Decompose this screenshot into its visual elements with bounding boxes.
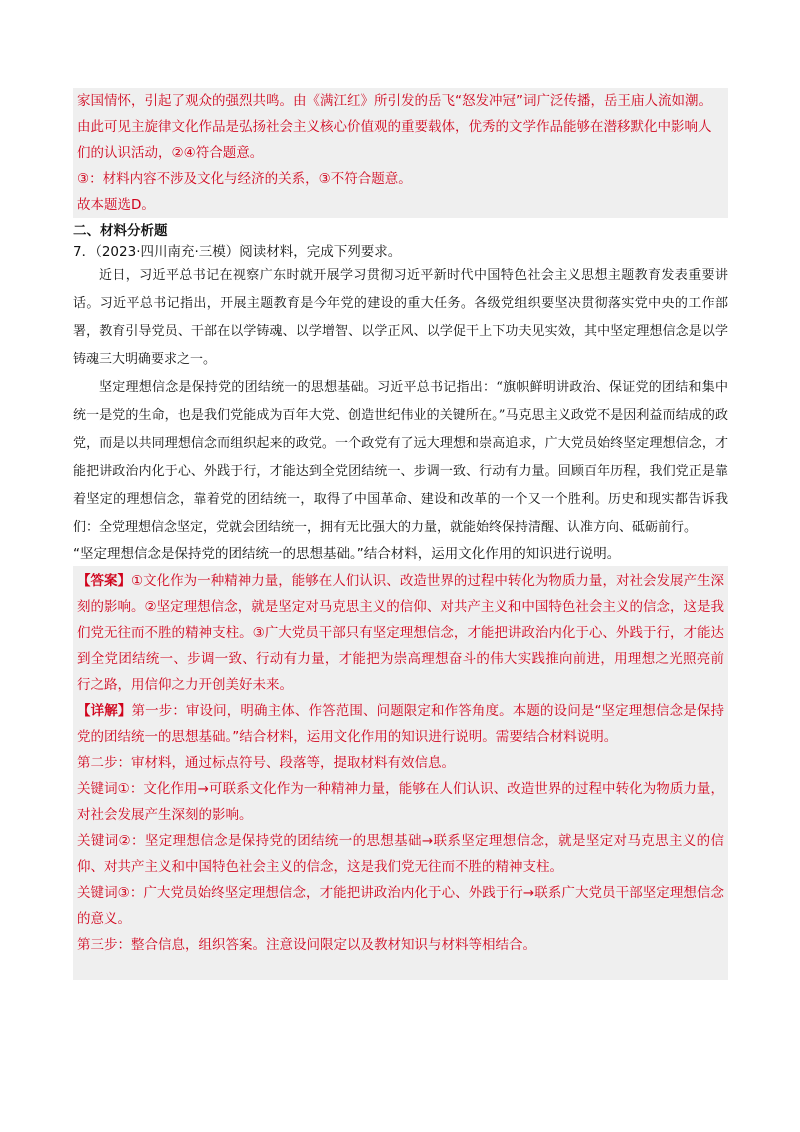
answer-paragraph [77,568,724,698]
previous-answer-line: 家国情怀，引起了观众的强烈共鸣。由《满江红》所引发的岳飞“怒发冲冠”词广泛传播，岳王庙人流如潮。由此可见主旋律文化作品是弘扬社会主义核心价值观的重要载体，优秀的文学作品能够在潜移默化中影响人们的认识活动，②④符合题意。 [77,93,712,161]
answer-text: ①文化作为一种精神力量，能够在人们认识、改造世界的过程中转化为物质力量，对社会发展产生深刻的影响。②坚定理想信念，就是坚定对马克思主义的信仰、对共产主义和中国特色社会主义的信念，这是我们党无往而不胜的精神支柱。③广大党员干部只有坚定理想信念，才能把讲政治内化于心、外践于行，才能达到全党团结统一、步调一致、行动有力量，才能把为崇高理想奋斗的伟大实践推向前进，用理想之光照亮前行之路，用信仰之力开创美好未来。 [77,573,725,693]
question-prompt: “坚定理想信念是保持党的团结统一的思想基础。”结合材料，运用文化作用的知识进行说明。 [73,546,621,562]
material-paragraph: 近日，习近平总书记在视察广东时就开展学习贯彻习近平新时代中国特色社会主义思想主题教育发表重要讲话。习近平总书记指出，开展主题教育是今年党的建设的重大任务。各级党组织要坚决贯彻落实党中央的工作部署，教育引导党员、干部在以学铸魂、以学增智、以学正风、以学促干上下功夫见实效，其中坚定理想信念是以学铸魂三大明确要求之一。 [73,268,728,367]
answer-tag: 【答案】 [77,573,132,589]
previous-answer-line: ③：材料内容不涉及文化与经济的关系，③不符合题意。 [77,171,412,187]
analysis-line: 第一步：审设问，明确主体、作答范围、问题限定和作答角度。本题的设问是“坚定理想信念是保持党的团结统一的思想基础。”结合材料，运用文化作用的知识进行说明。需要结合材料说明。 [77,703,724,745]
analysis-line: 关键词①：文化作用→可联系文化作为一种精神力量，能够在人们认识、改造世界的过程中转化为物质力量，对社会发展产生深刻的影响。 [77,781,724,823]
analysis-line: 关键词②：坚定理想信念是保持党的团结统一的思想基础→联系坚定理想信念，就是坚定对马克思主义的信仰、对共产主义和中国特色社会主义的信念，这是我们党无往而不胜的精神支柱。 [77,833,724,875]
answer-block [73,566,728,980]
previous-answer-block [73,88,728,218]
analysis-line: 第三步：整合信息，组织答案。注意设问限定以及教材知识与材料等相结合。 [77,937,536,953]
previous-answer-line: 故本题选D。 [77,197,155,213]
question-stem: 7．（2023·四川南充·三模）阅读材料，完成下列要求。 [73,244,402,260]
material-paragraph: 坚定理想信念是保持党的团结统一的思想基础。习近平总书记指出：“旗帜鲜明讲政治、保证党的团结和集中统一是党的生命，也是我们党能成为百年大党、创造世纪伟业的关键所在。”马克思主义政党不是因利益而结成的政党，而是以共同理想信念而组织起来的政党。一个政党有了远大理想和崇高追求，广大党员始终坚定理想信念，才能把讲政治内化于心、外践于行，才能达到全党团结统一、步调一致、行动有力量。回顾百年历程，我们党正是靠着坚定的理想信念，靠着党的团结统一，取得了中国革命、建设和改革的一个又一个胜利。历史和现实都告诉我们：全党理想信念坚定，党就会团结统一，拥有无比强大的力量，就能始终保持清醒、认准方向、砥砺前行。 [73,380,728,535]
document-page [73,88,728,980]
analysis-paragraph [77,698,724,750]
analysis-tag: 【详解】 [77,703,132,719]
section-title: 二、材料分析题 [73,223,168,239]
analysis-line: 第二步：审材料，通过标点符号、段落等，提取材料有效信息。 [77,755,455,771]
analysis-line: 关键词③：广大党员始终坚定理想信念，才能把讲政治内化于心、外践于行→联系广大党员干部坚定理想信念的意义。 [77,885,724,927]
